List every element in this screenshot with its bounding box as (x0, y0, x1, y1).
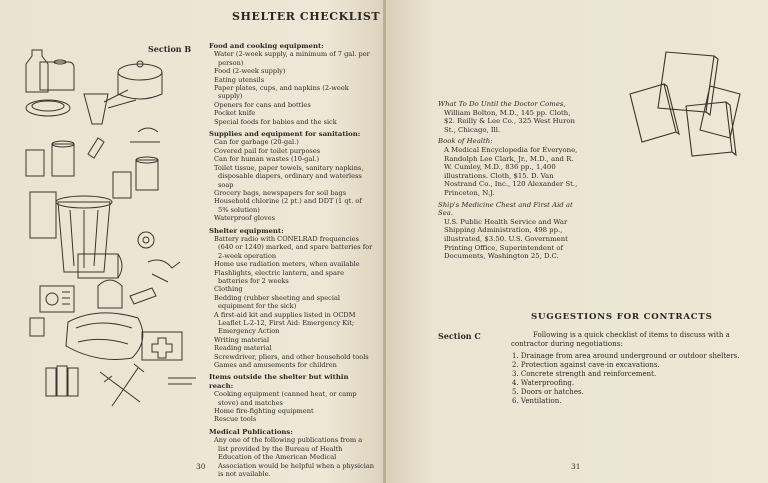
publication-entry (438, 137, 582, 197)
contracts-intro: Following is a quick checklist of items to discuss with a contractor during negotiations: (511, 331, 730, 348)
group-title: Shelter equipment: (209, 226, 284, 235)
list-item: Home use radiation meters, when available (214, 260, 360, 269)
checklist-group (209, 428, 374, 478)
publication-details: A Medical Encyclopedia for Everyone, Randolph Lee Clark, Jr., M.D., and R. W. Cumley, M.D., 836 pp., 1,400 illustrations. Cloth, $15. D. Van Nostrand Co., Inc., 120 Alexander St., Princeton, N.J. (444, 145, 578, 197)
page-title: SHELTER CHECKLIST (232, 10, 381, 23)
list-item: 5. Doors or hatches. (512, 387, 584, 396)
publication-details: U.S. Public Health Service and War Shipping Administration, 498 pp., illustrated, $3.50. U.S. Government Printing Office, Superintendent of Documents, Washington 25, D.C. (444, 217, 568, 261)
list-item: Bedding (rubber sheeting and special equipment for the sick) (214, 293, 341, 311)
books-illustration (626, 46, 751, 166)
list-item: Grocery bags, newspapers for soil bags (214, 188, 347, 197)
list-item: Home fire-fighting equipment (214, 407, 314, 416)
publication-entry (438, 100, 582, 134)
list-item: 3. Concrete strength and reinforcement. (512, 369, 657, 378)
list-item: 4. Waterproofing. (512, 378, 575, 387)
publication-title: What To Do Until the Doctor Comes, (438, 100, 566, 108)
list-item: Games and amusements for children (214, 361, 337, 370)
checklist-group (209, 373, 374, 423)
list-item: Special foods for babies and the sick (214, 117, 337, 126)
list-item: Water (2-week supply, a minimum of 7 gal. per person) (214, 50, 370, 67)
publication-details: William Bolton, M.D., 145 pp. Cloth, $2. Reilly & Lee Co., 325 West Huron St., Chicago, Ill. (444, 108, 575, 134)
shelter-checklist (209, 42, 374, 482)
list-item: Eating utensils (214, 75, 265, 84)
list-item: Household chlorine (2 pt.) and DDT (1 qt. of 5% solution) (214, 197, 362, 214)
group-title: Supplies and equipment for sanitation: (209, 130, 361, 139)
checklist-group (209, 227, 374, 370)
list-item: 6. Ventilation. (512, 396, 562, 405)
list-item: Can for human wastes (10-gal.) (214, 155, 320, 164)
checklist-group (209, 42, 374, 126)
list-item: Waterproof gloves (214, 214, 275, 223)
list-item: Clothing (214, 285, 243, 294)
section-c-label: Section C (438, 331, 481, 341)
group-title: Medical Publications: (209, 427, 293, 436)
list-item: 2. Protection against cave-in excavations. (512, 360, 660, 369)
list-item: Writing material (214, 335, 270, 344)
list-item: Paper plates, cups, and napkins (2-week supply) (214, 84, 349, 101)
list-item: Battery radio with CONELRAD frequencies (640 or 1240) marked, and spare batteries for 2-week operation (214, 234, 373, 260)
publication-title: Ship's Medicine Chest and First Aid at Sea. (438, 200, 573, 218)
checklist-group (209, 130, 374, 222)
list-item: 1. Drainage from area around underground or outdoor shelters. (512, 352, 740, 360)
books-drawing (626, 46, 751, 166)
publication-list (438, 100, 582, 264)
publication-entry (438, 201, 582, 261)
list-item: Pocket knife (214, 109, 256, 118)
page-number-left: 30 (196, 462, 206, 471)
list-item: Reading material (214, 344, 272, 353)
group-title: Items outside the shelter but within reach: (209, 373, 349, 390)
list-item: Flashlights, electric lantern, and spare batteries for 2 weeks (214, 268, 344, 285)
list-item: A first-aid kit and supplies listed in OCDM Leaflet L-2-12, First Aid: Emergency Kit; Emergency Action (214, 310, 356, 336)
list-item: Screwdriver, pliers, and other household tools (214, 352, 369, 361)
supplies-drawing (18, 42, 204, 422)
section-b-label: Section B (148, 44, 192, 54)
page-number-right: 31 (571, 462, 581, 471)
group-title: Food and cooking equipment: (209, 42, 324, 50)
list-item: Any one of the following publications from a list provided by the Bureau of Health Education of the American Medical Association would be helpful when a physician is not available. (214, 436, 375, 478)
publication-title: Book of Health: (438, 137, 493, 146)
list-item: Cooking equipment (canned heat, or camp stove) and matches (214, 390, 357, 407)
contracts-list (512, 352, 742, 405)
list-item: Toilet tissue, paper towels, sanitary napkins, disposable diapers, ordinary and waterless soap (214, 163, 364, 189)
supplies-illustration (18, 42, 204, 422)
contracts-title: SUGGESTIONS FOR CONTRACTS (531, 312, 713, 322)
list-item: Can for garbage (20-gal.) (214, 138, 299, 147)
right-page (386, 0, 768, 483)
list-item: Openers for cans and bottles (214, 100, 311, 109)
list-item: Rescue tools (214, 415, 257, 424)
list-item: Food (2-week supply) (214, 67, 286, 76)
list-item: Covered pail for toilet purposes (214, 146, 321, 155)
